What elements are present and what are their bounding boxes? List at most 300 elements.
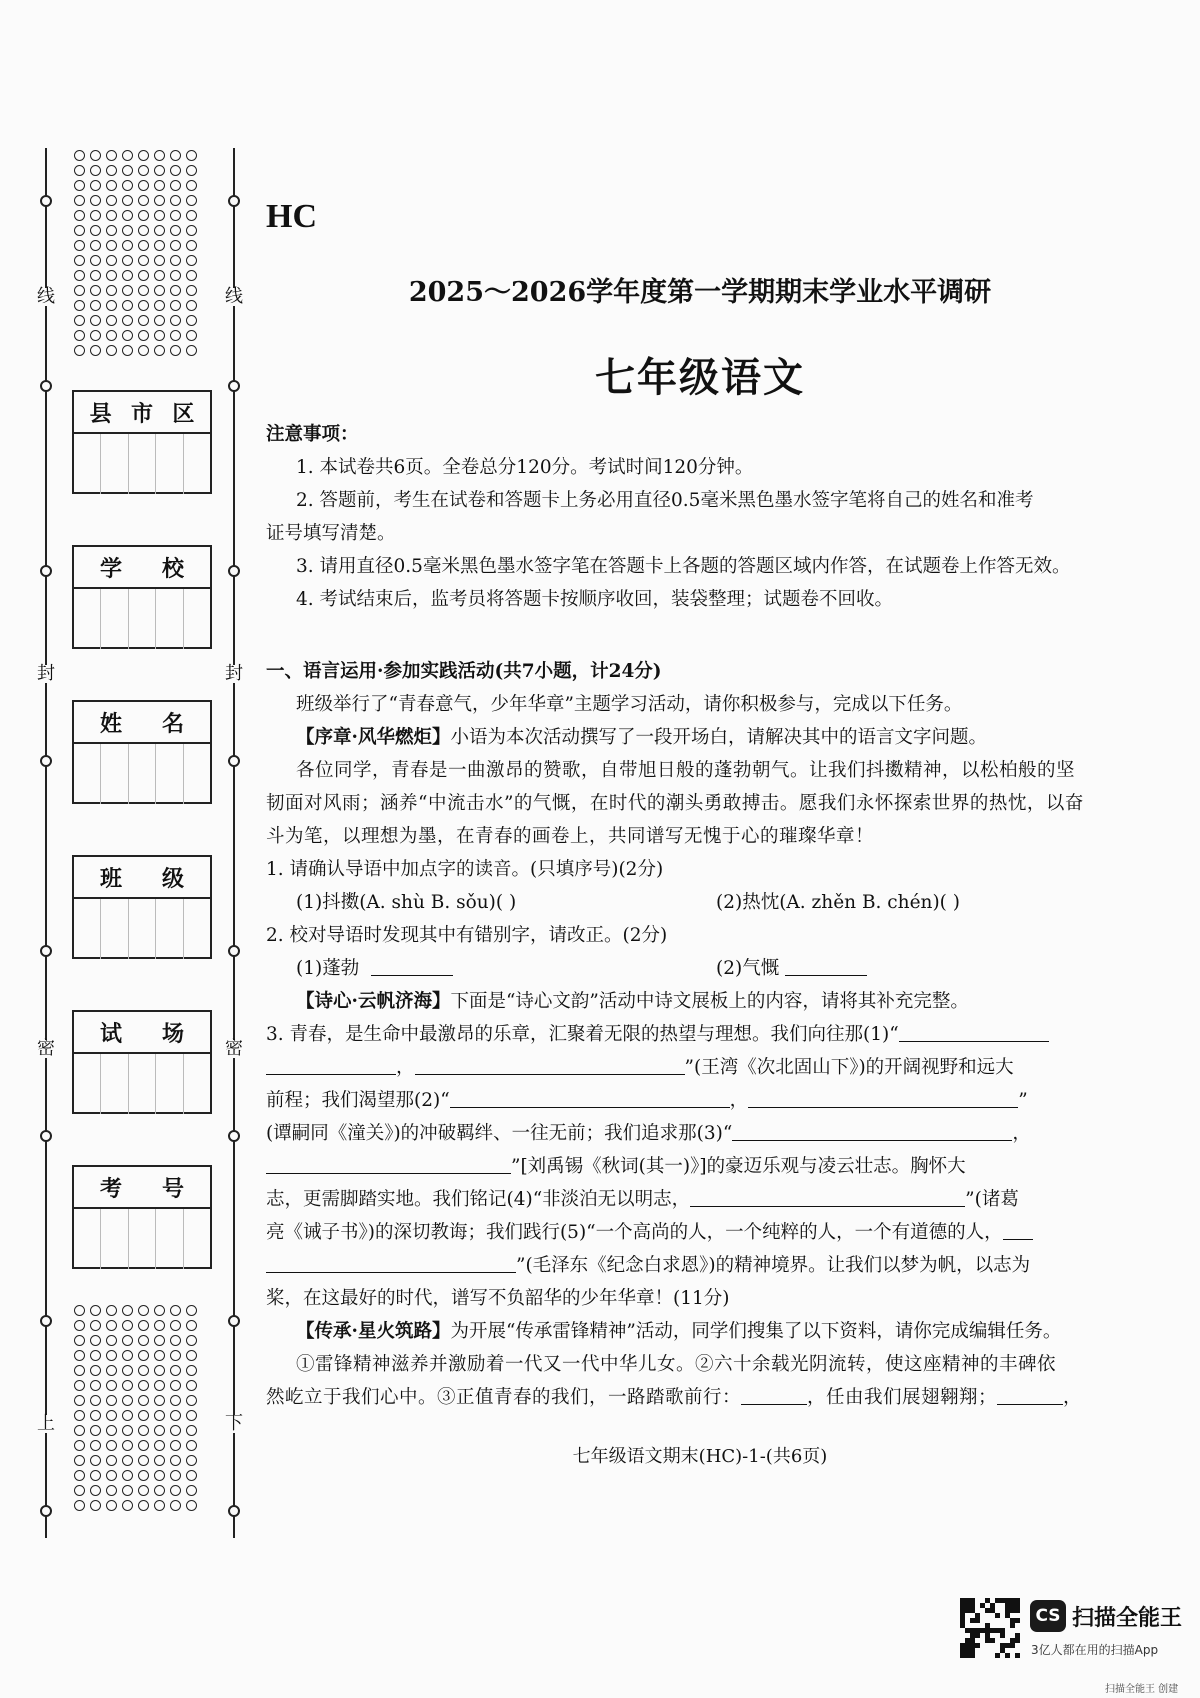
binding-dot xyxy=(90,255,101,266)
binding-dot xyxy=(138,1305,149,1316)
binding-dot xyxy=(122,345,133,356)
q3-blank[interactable] xyxy=(415,1054,685,1075)
binding-dot xyxy=(74,1335,85,1346)
binding-dot xyxy=(122,180,133,191)
binding-dot xyxy=(122,1425,133,1436)
binding-dot xyxy=(74,1485,85,1496)
binding-dot xyxy=(122,300,133,311)
q1-option-b[interactable]: (2)热忱(A. zhěn B. chén)( ) xyxy=(716,892,960,913)
binding-dot xyxy=(122,285,133,296)
binding-dot xyxy=(90,1305,101,1316)
binding-dot xyxy=(90,270,101,281)
field-label-char: 号 xyxy=(161,1176,184,1202)
q3-text: 志，更需脚踏实地。我们铭记(4)“非淡泊无以明志， xyxy=(266,1189,691,1210)
binding-line-left xyxy=(45,148,47,1538)
binding-dot xyxy=(154,1425,165,1436)
section-title: 一、语言运用·参加实践活动(共7小题，计24分) xyxy=(266,661,662,682)
passage2-text: ，任由我们展翅翱翔； xyxy=(807,1387,998,1408)
binding-dot xyxy=(90,180,101,191)
binding-dot xyxy=(106,345,117,356)
binding-dot xyxy=(138,315,149,326)
binding-ring xyxy=(40,1505,52,1517)
passage-line: 各位同学，青春是一曲激昂的赞歌，自带旭日般的蓬勃朝气。让我们抖擞精神，以松柏般的坚 xyxy=(296,760,1076,781)
binding-dot xyxy=(90,165,101,176)
q2-item-a: (1)蓬勃 xyxy=(296,958,360,979)
binding-ring xyxy=(40,1130,52,1142)
field-label-char: 场 xyxy=(161,1021,184,1047)
binding-dot xyxy=(154,300,165,311)
task-label: 【诗心·云帆济海】 xyxy=(296,991,451,1012)
binding-dot xyxy=(138,1500,149,1511)
binding-dot xyxy=(138,1425,149,1436)
binding-line-right xyxy=(233,148,235,1538)
binding-dot xyxy=(74,1305,85,1316)
binding-dot xyxy=(138,1365,149,1376)
binding-dot xyxy=(106,1500,117,1511)
binding-dot xyxy=(106,195,117,206)
binding-dot xyxy=(154,1455,165,1466)
binding-dot xyxy=(106,1380,117,1391)
binding-ring xyxy=(228,945,240,957)
binding-dot xyxy=(122,1335,133,1346)
question-3-line: 桨，在这最好的时代，谱写不负韶华的少年华章！(11分) xyxy=(266,1288,730,1309)
binding-ring xyxy=(228,195,240,207)
binding-dot xyxy=(106,1470,117,1481)
binding-dot xyxy=(122,270,133,281)
binding-dot xyxy=(170,285,181,296)
scanner-name: 扫描全能王 xyxy=(1072,1606,1183,1631)
binding-dot xyxy=(138,1350,149,1361)
binding-dot xyxy=(122,240,133,251)
binding-dot xyxy=(122,1485,133,1496)
notice-item: 4. 考试结束后，监考员将答题卡按顺序收回，装袋整理；试题卷不回收。 xyxy=(296,589,894,610)
binding-dot xyxy=(74,300,85,311)
binding-dot xyxy=(74,210,85,221)
binding-dot xyxy=(186,330,197,341)
question-3-line xyxy=(266,1183,1134,1216)
binding-ring xyxy=(228,380,240,392)
binding-char: 封 xyxy=(225,663,243,684)
binding-dot xyxy=(90,1470,101,1481)
binding-dot xyxy=(74,255,85,266)
question-2-items xyxy=(266,952,1134,985)
binding-dot xyxy=(106,1305,117,1316)
binding-dot xyxy=(154,240,165,251)
binding-dot xyxy=(74,1395,85,1406)
binding-dot xyxy=(170,150,181,161)
binding-dot xyxy=(186,1410,197,1421)
q2-item-b: (2)气慨 xyxy=(716,958,780,979)
binding-dot xyxy=(106,1440,117,1451)
binding-dot xyxy=(154,165,165,176)
q3-text: 亮《诫子书》)的深切教诲；我们践行(5)“一个高尚的人，一个纯粹的人，一个有道德的人， xyxy=(266,1222,1003,1243)
binding-dot xyxy=(122,255,133,266)
binding-dot xyxy=(170,1410,181,1421)
binding-dot xyxy=(138,1380,149,1391)
binding-dot xyxy=(122,210,133,221)
q3-text: 前程；我们渴望那(2)“ xyxy=(266,1090,450,1111)
field-label-char: 班 xyxy=(99,866,122,892)
binding-dot xyxy=(186,1425,197,1436)
binding-dot xyxy=(90,1500,101,1511)
binding-dot xyxy=(186,1335,197,1346)
binding-dot xyxy=(186,1365,197,1376)
binding-char: 密 xyxy=(37,1038,55,1059)
subject-title: 七年级语文 xyxy=(595,354,805,401)
binding-ring xyxy=(40,565,52,577)
field-box-name[interactable] xyxy=(72,700,212,804)
scanner-created: 扫描全能王 创建 xyxy=(1105,1684,1179,1695)
binding-dot xyxy=(74,1320,85,1331)
binding-dot xyxy=(106,1320,117,1331)
binding-dot xyxy=(138,330,149,341)
binding-dot xyxy=(122,1455,133,1466)
binding-dot xyxy=(186,255,197,266)
binding-dot xyxy=(90,1380,101,1391)
q3-text: (谭嗣同《潼关》)的冲破羁绊、一往无前；我们追求那(3)“ xyxy=(266,1123,733,1144)
binding-dot xyxy=(122,1350,133,1361)
binding-dot xyxy=(74,345,85,356)
task-2-prompt xyxy=(266,985,1134,1018)
binding-dot xyxy=(170,1500,181,1511)
binding-ring xyxy=(228,1505,240,1517)
binding-dot xyxy=(170,330,181,341)
binding-dot xyxy=(90,300,101,311)
binding-dot xyxy=(90,1320,101,1331)
binding-dot xyxy=(154,1440,165,1451)
binding-dot xyxy=(154,330,165,341)
binding-dot xyxy=(122,225,133,236)
binding-dot xyxy=(186,150,197,161)
field-label-char: 校 xyxy=(161,556,184,582)
binding-ring xyxy=(40,1315,52,1327)
notice-item: 1. 本试卷共6页。全卷总分120分。考试时间120分钟。 xyxy=(296,457,754,478)
q3-blank[interactable] xyxy=(266,1252,516,1273)
binding-dot xyxy=(186,225,197,236)
binding-dot xyxy=(186,1500,197,1511)
q3-blank[interactable] xyxy=(266,1153,511,1174)
binding-char: 线 xyxy=(37,286,55,307)
passage2-line xyxy=(266,1381,1134,1414)
q3-blank[interactable] xyxy=(732,1120,1012,1141)
binding-dot xyxy=(122,330,133,341)
binding-dot xyxy=(186,1455,197,1466)
binding-dot xyxy=(106,1455,117,1466)
camscanner-logo-icon: CS xyxy=(1030,1600,1066,1632)
field-label-char: 市 xyxy=(130,401,153,427)
binding-dot xyxy=(154,150,165,161)
binding-dot xyxy=(90,1410,101,1421)
binding-dot xyxy=(106,300,117,311)
binding-dot xyxy=(74,1350,85,1361)
binding-dot xyxy=(170,1350,181,1361)
binding-dot xyxy=(90,1395,101,1406)
binding-dot xyxy=(122,1410,133,1421)
binding-dot xyxy=(106,270,117,281)
binding-dot xyxy=(170,1320,181,1331)
notice-section xyxy=(266,418,1134,616)
binding-dot xyxy=(138,285,149,296)
passage2-line: ①雷锋精神滋养并激励着一代又一代中华儿女。②六十余载光阴流转，使这座精神的丰碑依 xyxy=(296,1354,1057,1375)
binding-dot xyxy=(106,1350,117,1361)
binding-dot xyxy=(170,195,181,206)
binding-ring xyxy=(228,755,240,767)
binding-dot xyxy=(138,165,149,176)
task-text: 为开展“传承雷锋精神”活动，同学们搜集了以下资料，请你完成编辑任务。 xyxy=(450,1321,1062,1342)
binding-dot xyxy=(106,150,117,161)
binding-dot xyxy=(154,285,165,296)
binding-dot xyxy=(154,1470,165,1481)
page-footer: 七年级语文期末(HC)-1-(共6页) xyxy=(572,1446,828,1467)
field-box-county[interactable] xyxy=(72,390,212,494)
binding-ring xyxy=(228,1130,240,1142)
q3-blank[interactable] xyxy=(1003,1219,1033,1240)
binding-ring xyxy=(40,945,52,957)
section-intro: 班级举行了“青春意气，少年华章”主题学习活动，请你积极参与，完成以下任务。 xyxy=(296,694,963,715)
binding-dot xyxy=(138,225,149,236)
q3-text: ” xyxy=(1018,1090,1028,1111)
field-label-char: 学 xyxy=(99,556,122,582)
binding-dot xyxy=(186,345,197,356)
binding-dot xyxy=(186,1320,197,1331)
question-1: 1. 请确认导语中加点字的读音。(只填序号)(2分) xyxy=(266,859,664,880)
binding-dot xyxy=(138,1335,149,1346)
binding-dot xyxy=(170,1440,181,1451)
binding-dot xyxy=(74,1410,85,1421)
binding-dot xyxy=(74,1365,85,1376)
q2-answer-blank[interactable] xyxy=(785,955,867,976)
question-2: 2. 校对导语时发现其中有错别字，请改正。(2分) xyxy=(266,925,668,946)
binding-dot xyxy=(138,1395,149,1406)
question-3-line xyxy=(266,1249,1134,1282)
question-3-line xyxy=(266,1117,1134,1150)
field-label-char: 名 xyxy=(161,711,184,737)
binding-dot xyxy=(90,210,101,221)
q3-text: ， xyxy=(729,1090,749,1111)
binding-dot xyxy=(122,195,133,206)
q3-blank[interactable] xyxy=(748,1087,1018,1108)
binding-dot xyxy=(186,1395,197,1406)
field-label-char: 试 xyxy=(99,1021,122,1047)
binding-dot xyxy=(154,225,165,236)
binding-dot xyxy=(90,1425,101,1436)
passage-line: 斗为笔，以理想为墨，在青春的画卷上，共同谱写无愧于心的璀璨华章！ xyxy=(266,826,875,847)
q3-text: ， xyxy=(1012,1123,1031,1144)
q3-blank[interactable] xyxy=(450,1087,730,1108)
binding-dot xyxy=(170,1380,181,1391)
binding-dot xyxy=(170,315,181,326)
binding-char: 下 xyxy=(225,1413,243,1434)
binding-dot xyxy=(90,240,101,251)
binding-dot xyxy=(186,270,197,281)
binding-dot xyxy=(170,165,181,176)
field-box-school[interactable] xyxy=(72,545,212,649)
binding-dot xyxy=(138,1320,149,1331)
binding-dot xyxy=(170,1425,181,1436)
binding-dot xyxy=(74,285,85,296)
binding-dot xyxy=(106,315,117,326)
binding-dot xyxy=(106,225,117,236)
field-box-exam-room[interactable] xyxy=(72,1010,212,1114)
field-box-class[interactable] xyxy=(72,855,212,959)
passage2-text: 然屹立于我们心中。③正值青春的我们，一路踏歌前行： xyxy=(266,1387,742,1408)
binding-dot xyxy=(186,315,197,326)
task-label: 【传承·星火筑路】 xyxy=(296,1321,451,1342)
qr-code-icon xyxy=(960,1598,1020,1658)
binding-dot xyxy=(106,1365,117,1376)
field-label-char: 县 xyxy=(89,401,112,427)
binding-dot xyxy=(122,165,133,176)
binding-dot xyxy=(186,165,197,176)
notice-item: 2. 答题前，考生在试卷和答题卡上务必用直径0.5毫米黑色墨水签字笔将自己的姓名和准考 xyxy=(296,490,1034,511)
binding-dot xyxy=(74,225,85,236)
binding-dot xyxy=(154,255,165,266)
binding-dot xyxy=(154,1350,165,1361)
binding-dot xyxy=(106,1410,117,1421)
binding-dot xyxy=(138,300,149,311)
binding-dot xyxy=(154,1500,165,1511)
binding-dot xyxy=(106,180,117,191)
notice-item: 3. 请用直径0.5毫米黑色墨水签字笔在答题卡上各题的答题区域内作答，在试题卷上作答无效。 xyxy=(296,556,1071,577)
question-3-line xyxy=(266,1216,1134,1249)
binding-dot xyxy=(170,270,181,281)
exam-title: 2025～2026学年度第一学期期末学业水平调研 xyxy=(408,277,992,308)
binding-dot xyxy=(90,150,101,161)
binding-dot xyxy=(122,1305,133,1316)
binding-dot xyxy=(122,1440,133,1451)
binding-dot xyxy=(138,1470,149,1481)
binding-dot xyxy=(74,270,85,281)
task-text: 小语为本次活动撰写了一段开场白，请解决其中的语言文字问题。 xyxy=(450,727,987,748)
binding-dot xyxy=(122,1395,133,1406)
binding-char: 封 xyxy=(37,663,55,684)
binding-dot xyxy=(186,285,197,296)
binding-dot xyxy=(186,195,197,206)
binding-dot xyxy=(170,210,181,221)
binding-dot xyxy=(106,255,117,266)
binding-dot xyxy=(90,330,101,341)
binding-dot xyxy=(106,1425,117,1436)
field-box-exam-number[interactable] xyxy=(72,1165,212,1269)
binding-dot xyxy=(138,1485,149,1496)
question-3-line xyxy=(266,1150,1134,1183)
binding-dot xyxy=(90,315,101,326)
binding-dot xyxy=(90,1350,101,1361)
binding-dot xyxy=(74,1380,85,1391)
passage2-blank[interactable] xyxy=(741,1384,807,1405)
q3-text: ”(诸葛 xyxy=(965,1189,1019,1210)
passage2-blank[interactable] xyxy=(997,1384,1063,1405)
binding-ring xyxy=(228,565,240,577)
binding-dot xyxy=(74,150,85,161)
field-label-char: 姓 xyxy=(99,711,122,737)
binding-dot xyxy=(170,180,181,191)
binding-dot xyxy=(170,1455,181,1466)
field-label-char: 考 xyxy=(99,1176,122,1202)
q2-answer-blank[interactable] xyxy=(371,955,453,976)
binding-dot xyxy=(154,1410,165,1421)
binding-dot xyxy=(170,255,181,266)
binding-dot-grid-bottom xyxy=(74,1305,202,1515)
binding-dot xyxy=(122,1470,133,1481)
binding-dot xyxy=(106,285,117,296)
binding-char: 线 xyxy=(225,286,243,307)
binding-dot xyxy=(106,1335,117,1346)
binding-dot xyxy=(74,1425,85,1436)
binding-dot xyxy=(186,1350,197,1361)
binding-dot xyxy=(170,345,181,356)
task-label: 【序章·风华燃炬】 xyxy=(296,727,451,748)
binding-dot xyxy=(186,1380,197,1391)
binding-dot xyxy=(90,195,101,206)
binding-dot xyxy=(186,1440,197,1451)
binding-dot-grid-top xyxy=(74,150,202,360)
q3-blank[interactable] xyxy=(690,1186,965,1207)
binding-dot xyxy=(74,1500,85,1511)
binding-dot xyxy=(154,1380,165,1391)
binding-dot xyxy=(74,240,85,251)
field-label-char: 区 xyxy=(172,401,195,427)
question-3-line xyxy=(266,1051,1134,1084)
binding-dot xyxy=(74,180,85,191)
binding-dot xyxy=(90,1440,101,1451)
notice-heading: 注意事项： xyxy=(266,424,359,445)
field-label-char: 级 xyxy=(161,866,184,892)
section-1 xyxy=(266,655,1134,1414)
q3-blank[interactable] xyxy=(899,1021,1049,1042)
binding-dot xyxy=(170,1470,181,1481)
q3-text: 3. 青春，是生命中最激昂的乐章，汇聚着无限的热望与理想。我们向往那(1)“ xyxy=(266,1024,899,1045)
binding-dot xyxy=(106,240,117,251)
binding-dot xyxy=(90,225,101,236)
task-text: 下面是“诗心文韵”活动中诗文展板上的内容，请将其补充完整。 xyxy=(450,991,969,1012)
binding-dot xyxy=(122,315,133,326)
binding-dot xyxy=(154,210,165,221)
binding-ring xyxy=(228,1315,240,1327)
binding-dot xyxy=(186,240,197,251)
q3-text: ， xyxy=(396,1057,415,1078)
binding-dot xyxy=(170,1335,181,1346)
binding-dot xyxy=(154,1395,165,1406)
binding-dot xyxy=(90,1485,101,1496)
question-3-line xyxy=(266,1018,1134,1051)
binding-dot xyxy=(138,1455,149,1466)
binding-dot xyxy=(154,195,165,206)
binding-dot xyxy=(106,210,117,221)
binding-dot xyxy=(186,1485,197,1496)
binding-dot xyxy=(170,300,181,311)
binding-dot xyxy=(186,1470,197,1481)
binding-dot xyxy=(138,150,149,161)
binding-dot xyxy=(90,285,101,296)
binding-dot xyxy=(170,1485,181,1496)
binding-dot xyxy=(154,1335,165,1346)
binding-dot xyxy=(138,270,149,281)
q1-option-a[interactable]: (1)抖擞(A. shù B. sǒu)( ) xyxy=(296,892,517,913)
binding-dot xyxy=(74,1455,85,1466)
q3-blank[interactable] xyxy=(266,1054,396,1075)
q3-text: ”(王湾《次北固山下》)的开阔视野和远大 xyxy=(684,1057,1014,1078)
scanner-slogan: 3亿人都在用的扫描App xyxy=(1031,1643,1159,1657)
binding-dot xyxy=(106,1485,117,1496)
binding-dot xyxy=(170,225,181,236)
task-3-prompt xyxy=(266,1315,1134,1348)
binding-dot xyxy=(138,255,149,266)
binding-dot xyxy=(186,1305,197,1316)
binding-dot xyxy=(170,1305,181,1316)
binding-dot xyxy=(122,1365,133,1376)
binding-ring xyxy=(40,380,52,392)
